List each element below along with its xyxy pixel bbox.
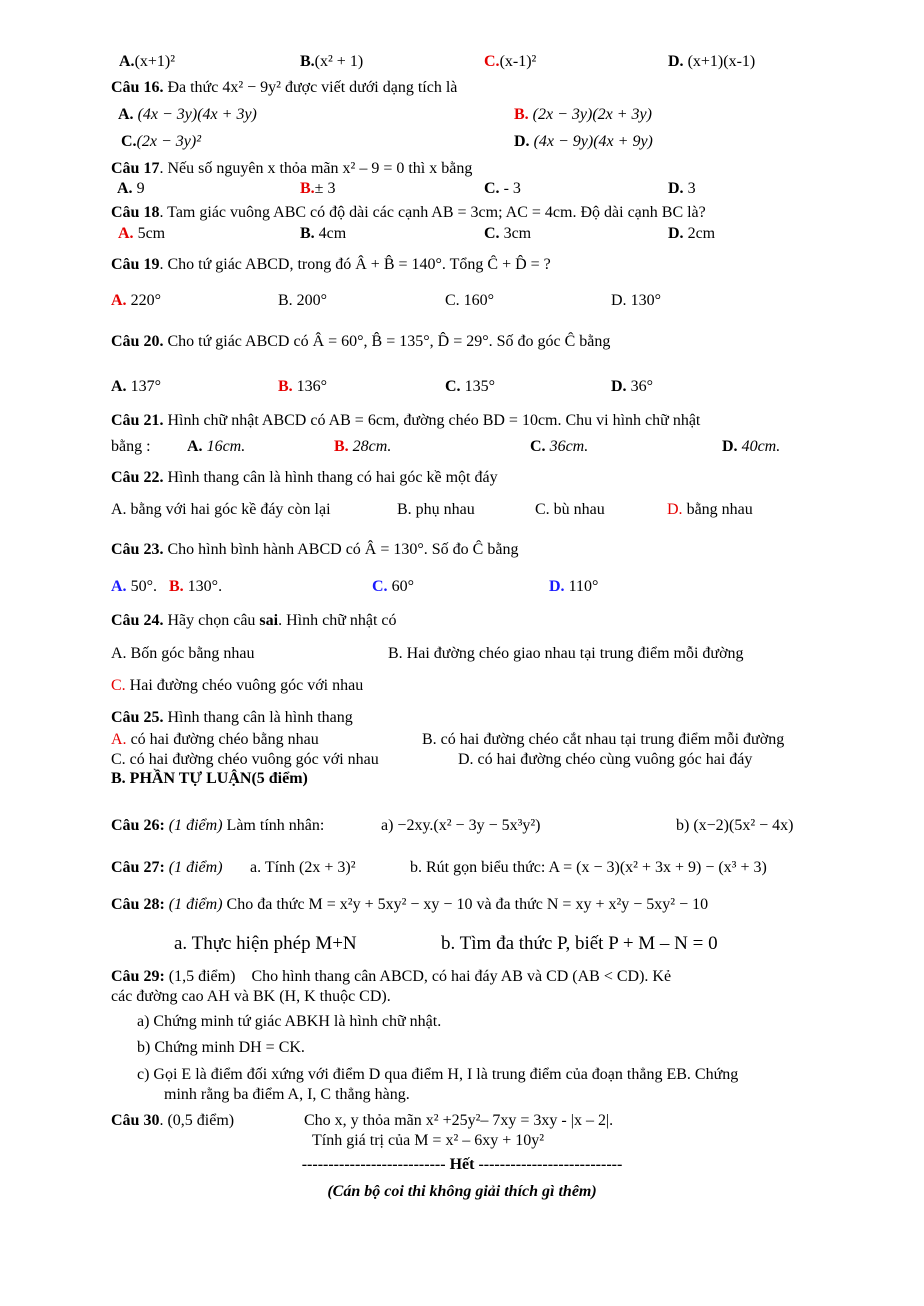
q20-option-b: B. 136° bbox=[278, 378, 328, 395]
q17-option-d: D. 3 bbox=[668, 180, 696, 197]
q26-stem: Câu 26: (1 điểm) Làm tính nhân: bbox=[111, 817, 325, 834]
q27-part-a: a. Tính (2x + 3)² bbox=[250, 859, 356, 876]
q29-stem-line2: các đường cao AH và BK (H, K thuộc CD). bbox=[111, 988, 391, 1005]
q16-option-d: D. (4x − 9y)(4x + 9y) bbox=[514, 133, 653, 150]
q23-option-d: D. 110° bbox=[549, 578, 599, 595]
q22-option-a: A. bằng với hai góc kề đáy còn lại bbox=[111, 501, 331, 518]
q21-option-d: D. 40cm. bbox=[722, 438, 781, 455]
q19-stem: Câu 19. Cho tứ giác ABCD, trong đó Â + B̂ = 140°. Tổng Ĉ + D̂ = ? bbox=[111, 256, 551, 273]
proctor-note: (Cán bộ coi thi không giải thích gì thêm) bbox=[327, 1183, 597, 1200]
q23-stem: Câu 23. Cho hình bình hành ABCD có Â = 130°. Số đo Ĉ bằng bbox=[111, 541, 519, 558]
q19-option-d: D. 130° bbox=[611, 292, 661, 309]
q26-part-a: a) −2xy.(x² − 3y − 5x³y²) bbox=[381, 817, 541, 834]
q24-option-b: B. Hai đường chéo giao nhau tại trung điểm mỗi đường bbox=[388, 645, 744, 662]
q17-option-b: B.± 3 bbox=[300, 180, 336, 197]
q21-stem: Câu 21. Hình chữ nhật ABCD có AB = 6cm, đường chéo BD = 10cm. Chu vi hình chữ nhật bbox=[111, 412, 701, 429]
q23-option-a: A. 50°. bbox=[111, 578, 157, 595]
q15-option-b: B.(x² + 1) bbox=[300, 53, 364, 70]
q16-stem: Câu 16. Đa thức 4x² − 9y² được viết dưới dạng tích là bbox=[111, 79, 458, 96]
q29-part-c-line2: minh rằng ba điểm A, I, C thẳng hàng. bbox=[164, 1086, 410, 1103]
q24-option-a: A. Bốn góc bằng nhau bbox=[111, 645, 255, 662]
q17-stem: Câu 17. Nếu số nguyên x thỏa mãn x² – 9 = 0 thì x bằng bbox=[111, 160, 473, 177]
q19-option-b: B. 200° bbox=[278, 292, 328, 309]
q18-option-a: A. 5cm bbox=[118, 225, 166, 242]
q20-option-d: D. 36° bbox=[611, 378, 653, 395]
q18-option-b: B. 4cm bbox=[300, 225, 347, 242]
q25-option-c: C. có hai đường chéo vuông góc với nhau bbox=[111, 751, 379, 768]
q22-option-b: B. phụ nhau bbox=[397, 501, 475, 518]
q25-option-a: A. có hai đường chéo bằng nhau bbox=[111, 731, 319, 748]
q21-option-c: C. 36cm. bbox=[530, 438, 589, 455]
q16-option-a: A. (4x − 3y)(4x + 3y) bbox=[118, 106, 257, 123]
q20-option-a: A. 137° bbox=[111, 378, 161, 395]
q19-option-c: C. 160° bbox=[445, 292, 495, 309]
q30-stem: Câu 30. (0,5 điểm) bbox=[111, 1112, 235, 1129]
q27-part-b: b. Rút gọn biểu thức: A = (x − 3)(x² + 3x + 9) − (x³ + 3) bbox=[410, 859, 767, 876]
q25-option-d: D. có hai đường chéo cùng vuông góc hai đáy bbox=[458, 751, 753, 768]
q30-line1: Cho x, y thỏa mãn x² +25y²– 7xy = 3xy - |x – 2|. bbox=[304, 1112, 614, 1129]
q25-option-b: B. có hai đường chéo cắt nhau tại trung điểm mỗi đường bbox=[422, 731, 785, 748]
q20-option-c: C. 135° bbox=[445, 378, 495, 395]
q22-stem: Câu 22. Hình thang cân là hình thang có hai góc kề một đáy bbox=[111, 469, 498, 486]
q21-option-a: A. 16cm. bbox=[187, 438, 246, 455]
q21-prefix: bằng : bbox=[111, 438, 151, 455]
q29-part-c-line1: c) Gọi E là điểm đối xứng với điểm D qua điểm H, I là trung điểm của đoạn thẳng EB. Chứng bbox=[137, 1066, 739, 1083]
q27-stem: Câu 27: (1 điểm) bbox=[111, 859, 223, 876]
q16-option-c: C.(2x − 3y)² bbox=[121, 133, 202, 150]
q30-line2: Tính giá trị của M = x² – 6xy + 10y² bbox=[312, 1132, 545, 1149]
q15-option-d: D. (x+1)(x-1) bbox=[668, 53, 756, 70]
q17-option-a: A. 9 bbox=[117, 180, 145, 197]
end-marker: --------------------------- Hết --------------------------- bbox=[301, 1156, 623, 1173]
q26-part-b: b) (x−2)(5x² − 4x) bbox=[676, 817, 794, 834]
q20-stem: Câu 20. Cho tứ giác ABCD có Â = 60°, B̂ = 135°, D̂ = 29°. Số đo góc Ĉ bằng bbox=[111, 333, 611, 350]
q22-option-c: C. bù nhau bbox=[535, 501, 605, 518]
q29-part-b: b) Chứng minh DH = CK. bbox=[137, 1039, 305, 1056]
q19-option-a: A. 220° bbox=[111, 292, 161, 309]
q18-option-c: C. 3cm bbox=[484, 225, 532, 242]
q15-option-c: C.(x-1)² bbox=[484, 53, 537, 70]
q28-part-a: a. Thực hiện phép M+N bbox=[174, 933, 357, 954]
part-b-heading: B. PHẦN TỰ LUẬN(5 điểm) bbox=[111, 770, 308, 787]
q17-option-c: C. - 3 bbox=[484, 180, 521, 197]
q29-stem-line1: Câu 29: (1,5 điểm) Cho hình thang cân ABCD, có hai đáy AB và CD (AB < CD). Kẻ bbox=[111, 968, 672, 985]
q18-stem: Câu 18. Tam giác vuông ABC có độ dài các cạnh AB = 3cm; AC = 4cm. Độ dài cạnh BC là? bbox=[111, 204, 706, 221]
q16-option-b: B. (2x − 3y)(2x + 3y) bbox=[514, 106, 652, 123]
q29-part-a: a) Chứng minh tứ giác ABKH là hình chữ nhật. bbox=[137, 1013, 442, 1030]
q28-part-b: b. Tìm đa thức P, biết P + M – N = 0 bbox=[441, 933, 718, 954]
q24-option-c: C. Hai đường chéo vuông góc với nhau bbox=[111, 677, 364, 694]
q24-stem: Câu 24. Hãy chọn câu sai. Hình chữ nhật có bbox=[111, 612, 397, 629]
q25-stem: Câu 25. Hình thang cân là hình thang bbox=[111, 709, 353, 726]
q23-option-b: B. 130°. bbox=[169, 578, 223, 595]
q15-option-a: A.(x+1)² bbox=[119, 53, 176, 70]
q21-option-b: B. 28cm. bbox=[334, 438, 392, 455]
q28-stem: Câu 28: (1 điểm) Cho đa thức M = x²y + 5xy² − xy − 10 và đa thức N = xy + x²y − 5xy² − 10 bbox=[111, 896, 709, 913]
q18-option-d: D. 2cm bbox=[668, 225, 716, 242]
q23-option-c: C. 60° bbox=[372, 578, 414, 595]
q22-option-d: D. bằng nhau bbox=[667, 501, 753, 518]
